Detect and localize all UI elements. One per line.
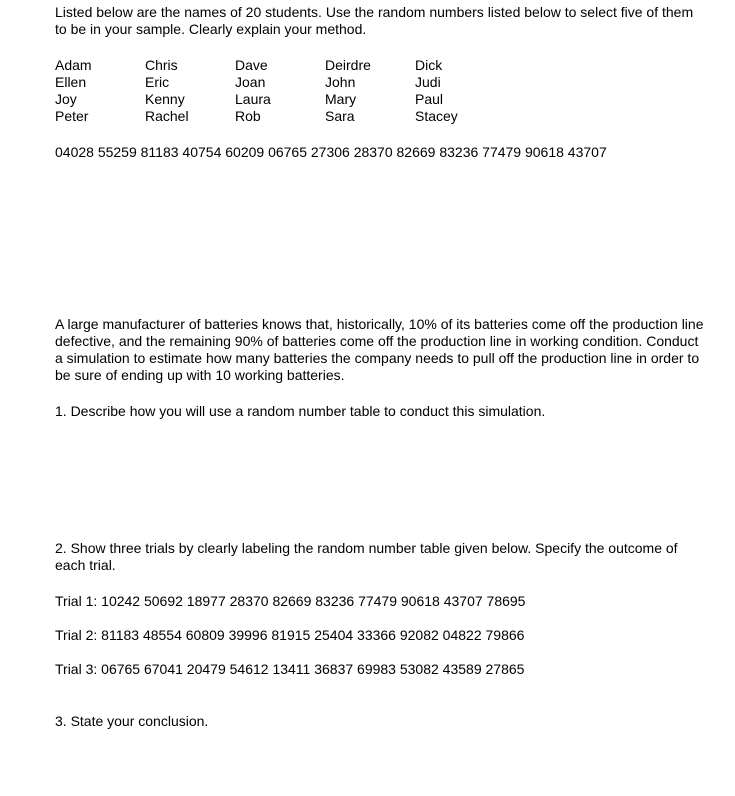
student-name: Laura xyxy=(235,91,271,107)
student-name: Peter xyxy=(55,108,89,124)
trial-2-numbers: Trial 2: 81183 48554 60809 39996 81915 25404 33366 92082 04822 79866 xyxy=(55,627,525,643)
student-name: Ellen xyxy=(55,74,87,90)
trial-3-numbers: Trial 3: 06765 67041 20479 54612 13411 36837 69983 53082 43589 27865 xyxy=(55,661,525,677)
student-name: Dick xyxy=(415,57,443,73)
question-3: 3. State your conclusion. xyxy=(55,713,209,729)
student-name: Rachel xyxy=(145,108,189,124)
student-name: Judi xyxy=(415,74,441,90)
student-name: John xyxy=(325,74,356,90)
student-name: Stacey xyxy=(415,108,458,124)
student-name: Deirdre xyxy=(325,57,371,73)
student-name: Dave xyxy=(235,57,268,73)
battery-problem-text: A large manufacturer of batteries knows that, historically, 10% of its batteries come off the production line defective, and the remaining 90% of batteries come off the production line in working condition. Conduct a simulation to estimate how many batteries the company needs to pull off the production line in order to be sure of ending up with 10 working batteries. xyxy=(55,316,704,383)
question-2: 2. Show three trials by clearly labeling the random number table given below. Specify the outcome of each trial. xyxy=(55,540,678,573)
student-name: Adam xyxy=(55,57,92,73)
student-name: Paul xyxy=(415,91,444,107)
student-name: Kenny xyxy=(145,91,185,107)
student-name: Sara xyxy=(325,108,355,124)
student-name: Rob xyxy=(235,108,261,124)
question-1: 1. Describe how you will use a random number table to conduct this simulation. xyxy=(55,403,546,419)
random-numbers-line: 04028 55259 81183 40754 60209 06765 27306 28370 82669 83236 77479 90618 43707 xyxy=(55,144,607,160)
student-name: Chris xyxy=(145,57,178,73)
student-name: Joy xyxy=(55,91,77,107)
student-name: Eric xyxy=(145,74,170,90)
student-name: Joan xyxy=(235,74,266,90)
student-names-grid xyxy=(55,57,535,125)
trial-1-numbers: Trial 1: 10242 50692 18977 28370 82669 83236 77479 90618 43707 78695 xyxy=(55,593,526,609)
sampling-instructions: Listed below are the names of 20 students. Use the random numbers listed below to select five of them to be in your sample. Clearly explain your method. xyxy=(55,4,694,37)
student-name: Mary xyxy=(325,91,357,107)
